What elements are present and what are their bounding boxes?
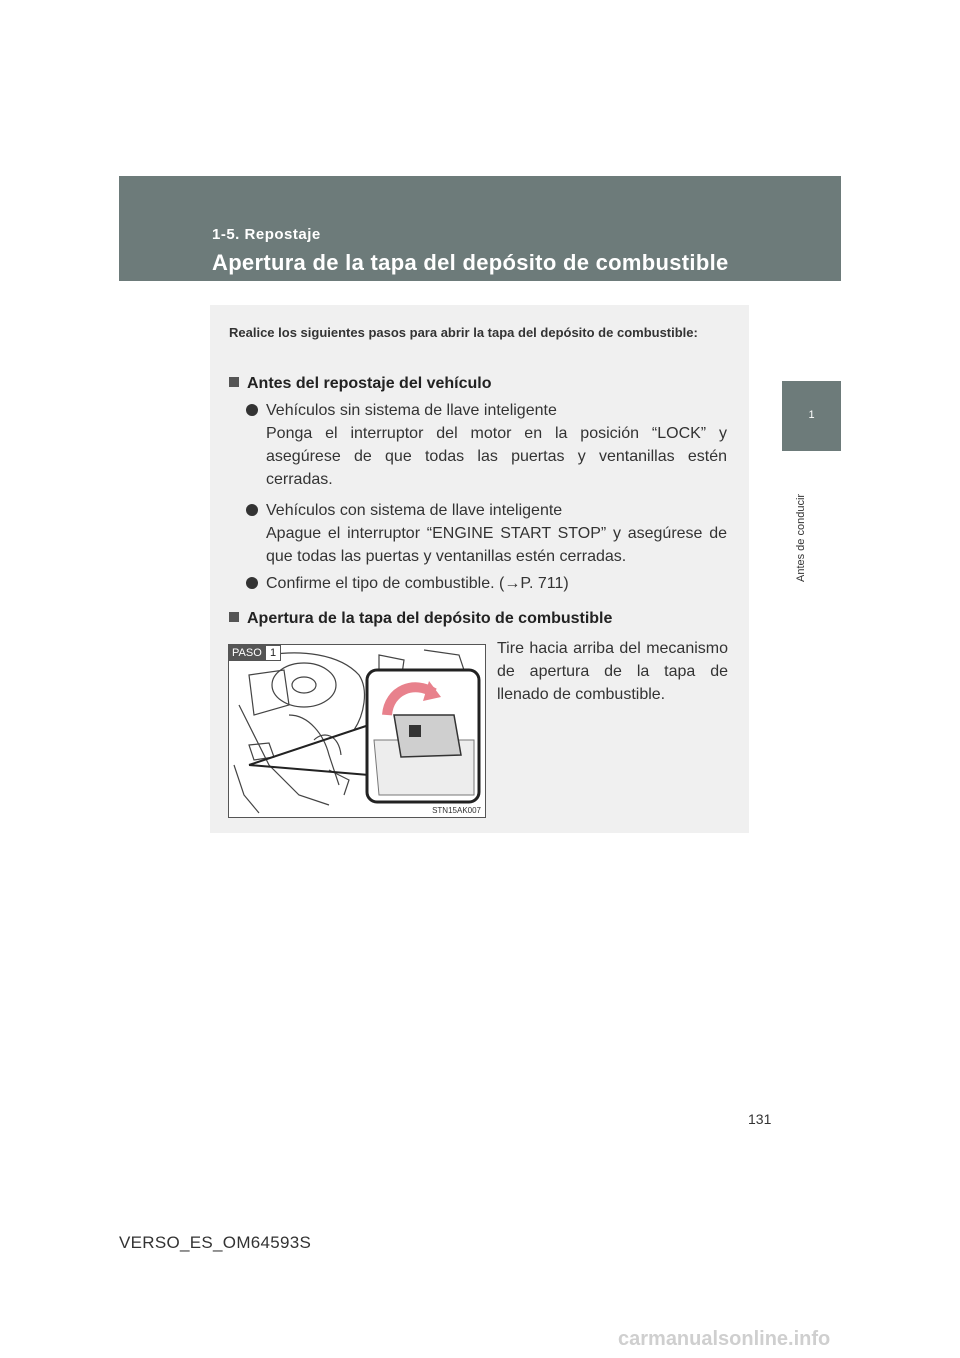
step-number: 1 <box>265 645 281 661</box>
square-bullet-icon <box>229 612 239 622</box>
step-label: PASO <box>229 645 265 661</box>
bullet-icon <box>246 577 258 589</box>
square-bullet-icon <box>229 377 239 387</box>
chapter-number: 1 <box>808 409 815 421</box>
heading-fuel-door-opening <box>229 610 612 628</box>
watermark: carmanualsonline.info <box>618 1328 831 1350</box>
bullet-text: Apague el interruptor “ENGINE START STOP” y asegúrese de que todas las puertas y ventanillas estén cerradas. <box>266 525 727 565</box>
page-number: 131 <box>748 1111 772 1127</box>
car-interior-drawing <box>229 645 485 817</box>
fuel-door-opener-illustration <box>228 644 486 818</box>
heading-text: Antes del repostaje del vehículo <box>247 375 492 392</box>
heading-before-refueling <box>229 375 492 393</box>
bullet-title: Vehículos sin sistema de llave inteligente <box>266 402 557 419</box>
page-title: Apertura de la tapa del depósito de combustible <box>212 250 729 275</box>
chapter-label: Antes de conducir <box>795 493 807 582</box>
heading-text: Apertura de la tapa del depósito de combustible <box>247 610 613 627</box>
bullet-item <box>266 572 727 595</box>
bullet-item <box>266 399 727 491</box>
bullet-icon <box>246 504 258 516</box>
bullet-icon <box>246 404 258 416</box>
bullet-title: Confirme el tipo de combustible. (→P. 711) <box>266 575 569 592</box>
bullet-item <box>266 499 727 568</box>
bullet-title: Vehículos con sistema de llave inteligente <box>266 502 563 519</box>
step-description: Tire hacia arriba del mecanismo de apertura de la tapa de llenado de combustible. <box>497 640 728 703</box>
intro-text: Realice los siguientes pasos para abrir la tapa del depósito de combustible: <box>229 325 698 340</box>
document-code: VERSO_ES_OM64593S <box>119 1233 312 1252</box>
chapter-tab <box>782 381 841 451</box>
section-label: 1-5. Repostaje <box>212 226 321 243</box>
image-code: STN15AK007 <box>432 806 481 815</box>
bullet-text: Ponga el interruptor del motor en la posición “LOCK” y asegúrese de que todas las puertas y ventanillas estén cerradas. <box>266 425 727 488</box>
